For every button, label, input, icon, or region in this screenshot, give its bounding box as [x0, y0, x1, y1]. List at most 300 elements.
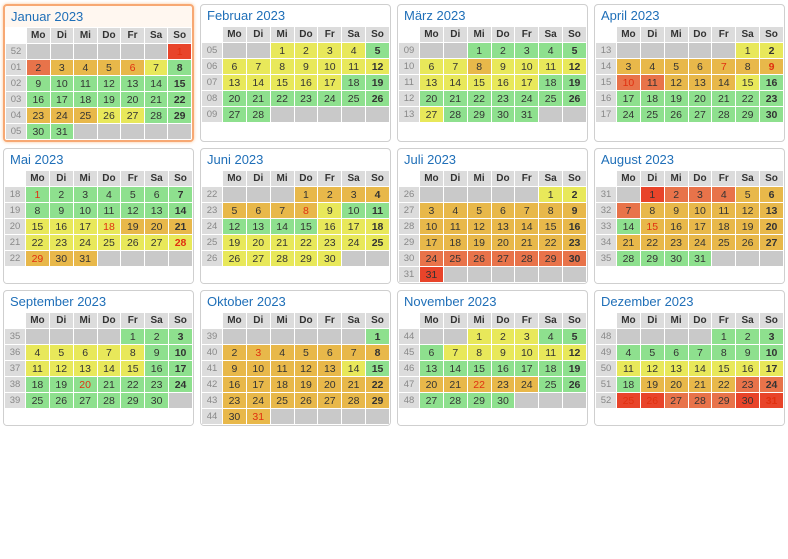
day-cell[interactable]: 7 — [271, 203, 294, 218]
day-cell[interactable]: 25 — [271, 393, 294, 408]
day-cell[interactable]: 2 — [27, 60, 50, 75]
day-cell[interactable]: 12 — [366, 59, 389, 74]
day-cell[interactable]: 3 — [74, 187, 97, 202]
day-cell[interactable]: 17 — [247, 377, 270, 392]
day-cell[interactable]: 31 — [74, 251, 97, 266]
day-cell[interactable]: 7 — [145, 60, 168, 75]
day-cell[interactable]: 9 — [665, 203, 688, 218]
day-cell[interactable]: 21 — [617, 235, 640, 250]
day-cell[interactable]: 19 — [563, 361, 586, 376]
day-cell[interactable]: 10 — [760, 345, 783, 360]
day-cell[interactable]: 12 — [121, 203, 144, 218]
day-cell[interactable]: 5 — [366, 43, 389, 58]
day-cell[interactable]: 4 — [539, 43, 562, 58]
day-cell[interactable]: 2 — [492, 329, 515, 344]
day-cell[interactable]: 18 — [366, 219, 389, 234]
day-cell[interactable]: 13 — [492, 219, 515, 234]
day-cell[interactable]: 27 — [145, 235, 168, 250]
day-cell[interactable]: 9 — [563, 203, 586, 218]
day-cell[interactable]: 4 — [366, 187, 389, 202]
day-cell[interactable]: 30 — [563, 251, 586, 266]
day-cell[interactable]: 19 — [50, 377, 73, 392]
day-cell[interactable]: 20 — [420, 377, 443, 392]
day-cell[interactable]: 31 — [760, 393, 783, 408]
day-cell[interactable]: 9 — [736, 345, 759, 360]
day-cell[interactable]: 25 — [712, 235, 735, 250]
day-cell[interactable]: 5 — [665, 59, 688, 74]
day-cell[interactable]: 11 — [444, 219, 467, 234]
day-cell[interactable]: 24 — [51, 108, 74, 123]
day-cell[interactable]: 21 — [342, 377, 365, 392]
day-cell[interactable]: 26 — [223, 251, 246, 266]
day-cell[interactable]: 5 — [50, 345, 73, 360]
day-cell[interactable]: 5 — [736, 187, 759, 202]
day-cell[interactable]: 13 — [145, 203, 168, 218]
day-cell[interactable]: 27 — [665, 393, 688, 408]
day-cell[interactable]: 25 — [74, 108, 97, 123]
day-cell[interactable]: 22 — [736, 91, 759, 106]
day-cell[interactable]: 18 — [98, 219, 121, 234]
day-cell[interactable]: 7 — [169, 187, 192, 202]
day-cell[interactable]: 17 — [169, 361, 192, 376]
day-cell[interactable]: 29 — [736, 107, 759, 122]
day-cell[interactable]: 15 — [468, 75, 491, 90]
day-cell[interactable]: 3 — [689, 187, 712, 202]
day-cell[interactable]: 30 — [760, 107, 783, 122]
day-cell[interactable]: 23 — [563, 235, 586, 250]
day-cell[interactable]: 12 — [295, 361, 318, 376]
day-cell[interactable]: 6 — [74, 345, 97, 360]
day-cell[interactable]: 13 — [665, 361, 688, 376]
day-cell[interactable]: 17 — [689, 219, 712, 234]
day-cell[interactable]: 16 — [492, 75, 515, 90]
day-cell[interactable]: 4 — [342, 43, 365, 58]
day-cell[interactable]: 9 — [492, 59, 515, 74]
day-cell[interactable]: 18 — [444, 235, 467, 250]
day-cell[interactable]: 20 — [145, 219, 168, 234]
day-cell[interactable]: 5 — [563, 329, 586, 344]
day-cell[interactable]: 29 — [121, 393, 144, 408]
day-cell[interactable]: 28 — [271, 251, 294, 266]
day-cell[interactable]: 26 — [563, 91, 586, 106]
day-cell[interactable]: 6 — [420, 59, 443, 74]
day-cell[interactable]: 22 — [26, 235, 49, 250]
day-cell[interactable]: 27 — [223, 107, 246, 122]
day-cell[interactable]: 27 — [420, 107, 443, 122]
day-cell[interactable]: 29 — [26, 251, 49, 266]
day-cell[interactable]: 12 — [563, 345, 586, 360]
day-cell[interactable]: 14 — [145, 76, 168, 91]
day-cell[interactable]: 27 — [689, 107, 712, 122]
day-cell[interactable]: 10 — [617, 75, 640, 90]
month-card[interactable] — [397, 4, 588, 142]
day-cell[interactable]: 2 — [563, 187, 586, 202]
day-cell[interactable]: 9 — [223, 361, 246, 376]
day-cell[interactable]: 31 — [420, 267, 443, 282]
day-cell[interactable]: 14 — [271, 219, 294, 234]
day-cell[interactable]: 10 — [247, 361, 270, 376]
day-cell[interactable]: 9 — [50, 203, 73, 218]
day-cell[interactable]: 28 — [617, 251, 640, 266]
day-cell[interactable]: 26 — [366, 91, 389, 106]
day-cell[interactable]: 16 — [223, 377, 246, 392]
day-cell[interactable]: 13 — [318, 361, 341, 376]
day-cell[interactable]: 30 — [665, 251, 688, 266]
day-cell[interactable]: 19 — [563, 75, 586, 90]
day-cell[interactable]: 29 — [468, 393, 491, 408]
day-cell[interactable]: 11 — [539, 345, 562, 360]
day-cell[interactable]: 25 — [26, 393, 49, 408]
day-cell[interactable]: 31 — [51, 124, 74, 139]
day-cell[interactable]: 6 — [318, 345, 341, 360]
day-cell[interactable]: 16 — [736, 361, 759, 376]
day-cell[interactable]: 16 — [665, 219, 688, 234]
day-cell[interactable]: 4 — [641, 59, 664, 74]
day-cell[interactable]: 22 — [468, 91, 491, 106]
day-cell[interactable]: 18 — [617, 377, 640, 392]
day-cell[interactable]: 31 — [689, 251, 712, 266]
day-cell[interactable]: 17 — [617, 91, 640, 106]
day-cell[interactable]: 18 — [74, 92, 97, 107]
day-cell[interactable]: 28 — [145, 108, 168, 123]
day-cell[interactable]: 3 — [318, 43, 341, 58]
day-cell[interactable]: 4 — [617, 345, 640, 360]
day-cell[interactable]: 25 — [539, 377, 562, 392]
day-cell[interactable]: 30 — [318, 251, 341, 266]
day-cell[interactable]: 8 — [26, 203, 49, 218]
day-cell[interactable]: 1 — [712, 329, 735, 344]
day-cell[interactable]: 19 — [295, 377, 318, 392]
day-cell[interactable]: 12 — [641, 361, 664, 376]
day-cell[interactable]: 23 — [318, 235, 341, 250]
day-cell[interactable]: 6 — [223, 59, 246, 74]
day-cell[interactable]: 22 — [468, 377, 491, 392]
day-cell[interactable]: 21 — [98, 377, 121, 392]
day-cell[interactable]: 13 — [74, 361, 97, 376]
day-cell[interactable]: 23 — [50, 235, 73, 250]
day-cell[interactable]: 10 — [515, 345, 538, 360]
day-cell[interactable]: 10 — [169, 345, 192, 360]
day-cell[interactable]: 15 — [26, 219, 49, 234]
month-card[interactable] — [200, 290, 391, 426]
day-cell[interactable]: 2 — [760, 43, 783, 58]
day-cell[interactable]: 13 — [760, 203, 783, 218]
day-cell[interactable]: 10 — [342, 203, 365, 218]
day-cell[interactable]: 19 — [665, 91, 688, 106]
day-cell[interactable]: 1 — [121, 329, 144, 344]
day-cell[interactable]: 13 — [223, 75, 246, 90]
day-cell[interactable]: 22 — [641, 235, 664, 250]
day-cell[interactable]: 12 — [736, 203, 759, 218]
day-cell[interactable]: 14 — [98, 361, 121, 376]
day-cell[interactable]: 2 — [736, 329, 759, 344]
day-cell[interactable]: 20 — [121, 92, 144, 107]
day-cell[interactable]: 17 — [515, 361, 538, 376]
month-card[interactable] — [200, 148, 391, 284]
day-cell[interactable]: 28 — [444, 107, 467, 122]
month-card[interactable] — [3, 4, 194, 142]
day-cell[interactable]: 12 — [665, 75, 688, 90]
day-cell[interactable]: 30 — [50, 251, 73, 266]
day-cell[interactable]: 20 — [420, 91, 443, 106]
day-cell[interactable]: 8 — [641, 203, 664, 218]
day-cell[interactable]: 15 — [271, 75, 294, 90]
day-cell[interactable]: 27 — [318, 393, 341, 408]
day-cell[interactable]: 14 — [617, 219, 640, 234]
day-cell[interactable]: 25 — [539, 91, 562, 106]
day-cell[interactable]: 3 — [169, 329, 192, 344]
day-cell[interactable]: 30 — [145, 393, 168, 408]
day-cell[interactable]: 28 — [342, 393, 365, 408]
day-cell[interactable]: 29 — [168, 108, 191, 123]
day-cell[interactable]: 15 — [121, 361, 144, 376]
day-cell[interactable]: 20 — [689, 91, 712, 106]
day-cell[interactable]: 23 — [736, 377, 759, 392]
day-cell[interactable]: 18 — [271, 377, 294, 392]
month-card[interactable] — [594, 4, 785, 142]
day-cell[interactable]: 19 — [223, 235, 246, 250]
day-cell[interactable]: 14 — [444, 75, 467, 90]
day-cell[interactable]: 6 — [492, 203, 515, 218]
day-cell[interactable]: 26 — [50, 393, 73, 408]
day-cell[interactable]: 28 — [712, 107, 735, 122]
day-cell[interactable]: 10 — [689, 203, 712, 218]
month-card[interactable] — [397, 148, 588, 284]
day-cell[interactable]: 9 — [492, 345, 515, 360]
day-cell[interactable]: 24 — [420, 251, 443, 266]
day-cell[interactable]: 9 — [760, 59, 783, 74]
day-cell[interactable]: 18 — [539, 75, 562, 90]
day-cell[interactable]: 9 — [27, 76, 50, 91]
day-cell[interactable]: 28 — [689, 393, 712, 408]
day-cell[interactable]: 3 — [760, 329, 783, 344]
day-cell[interactable]: 3 — [342, 187, 365, 202]
day-cell[interactable]: 8 — [271, 59, 294, 74]
month-card[interactable] — [594, 290, 785, 426]
day-cell[interactable]: 24 — [617, 107, 640, 122]
day-cell[interactable]: 2 — [665, 187, 688, 202]
day-cell[interactable]: 13 — [420, 361, 443, 376]
day-cell[interactable]: 4 — [26, 345, 49, 360]
day-cell[interactable]: 14 — [342, 361, 365, 376]
day-cell[interactable]: 17 — [74, 219, 97, 234]
day-cell[interactable]: 1 — [468, 43, 491, 58]
day-cell[interactable]: 10 — [51, 76, 74, 91]
day-cell[interactable]: 11 — [98, 203, 121, 218]
day-cell[interactable]: 8 — [468, 345, 491, 360]
day-cell[interactable]: 16 — [563, 219, 586, 234]
day-cell[interactable]: 14 — [444, 361, 467, 376]
day-cell[interactable]: 14 — [247, 75, 270, 90]
day-cell[interactable]: 19 — [641, 377, 664, 392]
day-cell[interactable]: 11 — [712, 203, 735, 218]
day-cell[interactable]: 14 — [515, 219, 538, 234]
day-cell[interactable]: 12 — [563, 59, 586, 74]
day-cell[interactable]: 2 — [492, 43, 515, 58]
day-cell[interactable]: 1 — [468, 329, 491, 344]
day-cell[interactable]: 24 — [74, 235, 97, 250]
day-cell[interactable]: 18 — [641, 91, 664, 106]
day-cell[interactable]: 6 — [247, 203, 270, 218]
day-cell[interactable]: 11 — [74, 76, 97, 91]
day-cell[interactable]: 16 — [760, 75, 783, 90]
day-cell[interactable]: 24 — [169, 377, 192, 392]
day-cell[interactable]: 18 — [342, 75, 365, 90]
day-cell[interactable]: 11 — [342, 59, 365, 74]
day-cell[interactable]: 5 — [563, 43, 586, 58]
day-cell[interactable]: 4 — [98, 187, 121, 202]
day-cell[interactable]: 9 — [318, 203, 341, 218]
day-cell[interactable]: 31 — [515, 107, 538, 122]
day-cell[interactable]: 6 — [121, 60, 144, 75]
day-cell[interactable]: 7 — [617, 203, 640, 218]
day-cell[interactable]: 16 — [50, 219, 73, 234]
day-cell[interactable]: 20 — [247, 235, 270, 250]
day-cell[interactable]: 26 — [98, 108, 121, 123]
day-cell[interactable]: 29 — [295, 251, 318, 266]
day-cell[interactable]: 29 — [468, 107, 491, 122]
day-cell[interactable]: 11 — [539, 59, 562, 74]
day-cell[interactable]: 11 — [26, 361, 49, 376]
day-cell[interactable]: 17 — [420, 235, 443, 250]
day-cell[interactable]: 24 — [689, 235, 712, 250]
day-cell[interactable]: 1 — [26, 187, 49, 202]
day-cell[interactable]: 6 — [420, 345, 443, 360]
day-cell[interactable]: 11 — [366, 203, 389, 218]
day-cell[interactable]: 10 — [420, 219, 443, 234]
day-cell[interactable]: 29 — [712, 393, 735, 408]
day-cell[interactable]: 7 — [515, 203, 538, 218]
month-card[interactable] — [397, 290, 588, 426]
day-cell[interactable]: 17 — [318, 75, 341, 90]
day-cell[interactable]: 7 — [689, 345, 712, 360]
day-cell[interactable]: 11 — [271, 361, 294, 376]
day-cell[interactable]: 28 — [98, 393, 121, 408]
day-cell[interactable]: 26 — [665, 107, 688, 122]
day-cell[interactable]: 15 — [468, 361, 491, 376]
day-cell[interactable]: 11 — [641, 75, 664, 90]
day-cell[interactable]: 3 — [515, 43, 538, 58]
day-cell[interactable]: 5 — [468, 203, 491, 218]
day-cell[interactable]: 27 — [247, 251, 270, 266]
day-cell[interactable]: 19 — [121, 219, 144, 234]
day-cell[interactable]: 9 — [295, 59, 318, 74]
day-cell[interactable]: 29 — [366, 393, 389, 408]
day-cell[interactable]: 3 — [617, 59, 640, 74]
day-cell[interactable]: 7 — [247, 59, 270, 74]
day-cell[interactable]: 12 — [98, 76, 121, 91]
day-cell[interactable]: 6 — [665, 345, 688, 360]
day-cell[interactable]: 17 — [515, 75, 538, 90]
day-cell[interactable]: 8 — [121, 345, 144, 360]
day-cell[interactable]: 2 — [50, 187, 73, 202]
day-cell[interactable]: 14 — [712, 75, 735, 90]
day-cell[interactable]: 26 — [736, 235, 759, 250]
day-cell[interactable]: 1 — [539, 187, 562, 202]
day-cell[interactable]: 12 — [223, 219, 246, 234]
day-cell[interactable]: 16 — [318, 219, 341, 234]
day-cell[interactable]: 4 — [74, 60, 97, 75]
day-cell[interactable]: 16 — [492, 361, 515, 376]
month-card[interactable] — [3, 290, 194, 426]
day-cell[interactable]: 25 — [366, 235, 389, 250]
day-cell[interactable]: 4 — [539, 329, 562, 344]
day-cell[interactable]: 2 — [318, 187, 341, 202]
day-cell[interactable]: 8 — [366, 345, 389, 360]
day-cell[interactable]: 24 — [760, 377, 783, 392]
day-cell[interactable]: 1 — [366, 329, 389, 344]
day-cell[interactable]: 18 — [539, 361, 562, 376]
day-cell[interactable]: 26 — [468, 251, 491, 266]
day-cell[interactable]: 6 — [689, 59, 712, 74]
day-cell[interactable]: 5 — [223, 203, 246, 218]
day-cell[interactable]: 22 — [121, 377, 144, 392]
day-cell[interactable]: 20 — [318, 377, 341, 392]
day-cell[interactable]: 15 — [366, 361, 389, 376]
month-card[interactable] — [594, 148, 785, 284]
day-cell[interactable]: 1 — [271, 43, 294, 58]
day-cell[interactable]: 7 — [444, 59, 467, 74]
day-cell[interactable]: 23 — [665, 235, 688, 250]
day-cell[interactable]: 30 — [492, 393, 515, 408]
day-cell[interactable]: 7 — [98, 345, 121, 360]
day-cell[interactable]: 22 — [271, 91, 294, 106]
day-cell[interactable]: 21 — [169, 219, 192, 234]
day-cell[interactable]: 9 — [145, 345, 168, 360]
day-cell[interactable]: 23 — [295, 91, 318, 106]
day-cell[interactable]: 20 — [223, 91, 246, 106]
day-cell[interactable]: 27 — [760, 235, 783, 250]
day-cell[interactable]: 6 — [145, 187, 168, 202]
day-cell[interactable]: 5 — [295, 345, 318, 360]
day-cell[interactable]: 23 — [145, 377, 168, 392]
day-cell[interactable]: 26 — [641, 393, 664, 408]
day-cell[interactable]: 17 — [342, 219, 365, 234]
day-cell[interactable]: 1 — [641, 187, 664, 202]
day-cell[interactable]: 24 — [515, 377, 538, 392]
day-cell[interactable]: 15 — [641, 219, 664, 234]
day-cell[interactable]: 22 — [366, 377, 389, 392]
day-cell[interactable]: 6 — [760, 187, 783, 202]
day-cell[interactable]: 5 — [121, 187, 144, 202]
day-cell[interactable]: 13 — [689, 75, 712, 90]
day-cell[interactable]: 21 — [145, 92, 168, 107]
day-cell[interactable]: 16 — [295, 75, 318, 90]
day-cell[interactable]: 20 — [74, 377, 97, 392]
day-cell[interactable]: 21 — [515, 235, 538, 250]
day-cell[interactable]: 29 — [641, 251, 664, 266]
month-card[interactable] — [3, 148, 194, 284]
day-cell[interactable]: 19 — [468, 235, 491, 250]
day-cell[interactable]: 14 — [169, 203, 192, 218]
day-cell[interactable]: 26 — [121, 235, 144, 250]
day-cell[interactable]: 25 — [444, 251, 467, 266]
day-cell[interactable]: 18 — [712, 219, 735, 234]
day-cell[interactable]: 8 — [468, 59, 491, 74]
day-cell[interactable]: 19 — [736, 219, 759, 234]
day-cell[interactable]: 8 — [539, 203, 562, 218]
day-cell[interactable]: 2 — [295, 43, 318, 58]
day-cell[interactable]: 18 — [26, 377, 49, 392]
day-cell[interactable]: 21 — [271, 235, 294, 250]
day-cell[interactable]: 26 — [295, 393, 318, 408]
day-cell[interactable]: 13 — [420, 75, 443, 90]
day-cell[interactable]: 14 — [689, 361, 712, 376]
day-cell[interactable]: 30 — [736, 393, 759, 408]
day-cell[interactable]: 23 — [492, 377, 515, 392]
day-cell[interactable]: 4 — [444, 203, 467, 218]
day-cell[interactable]: 28 — [247, 107, 270, 122]
